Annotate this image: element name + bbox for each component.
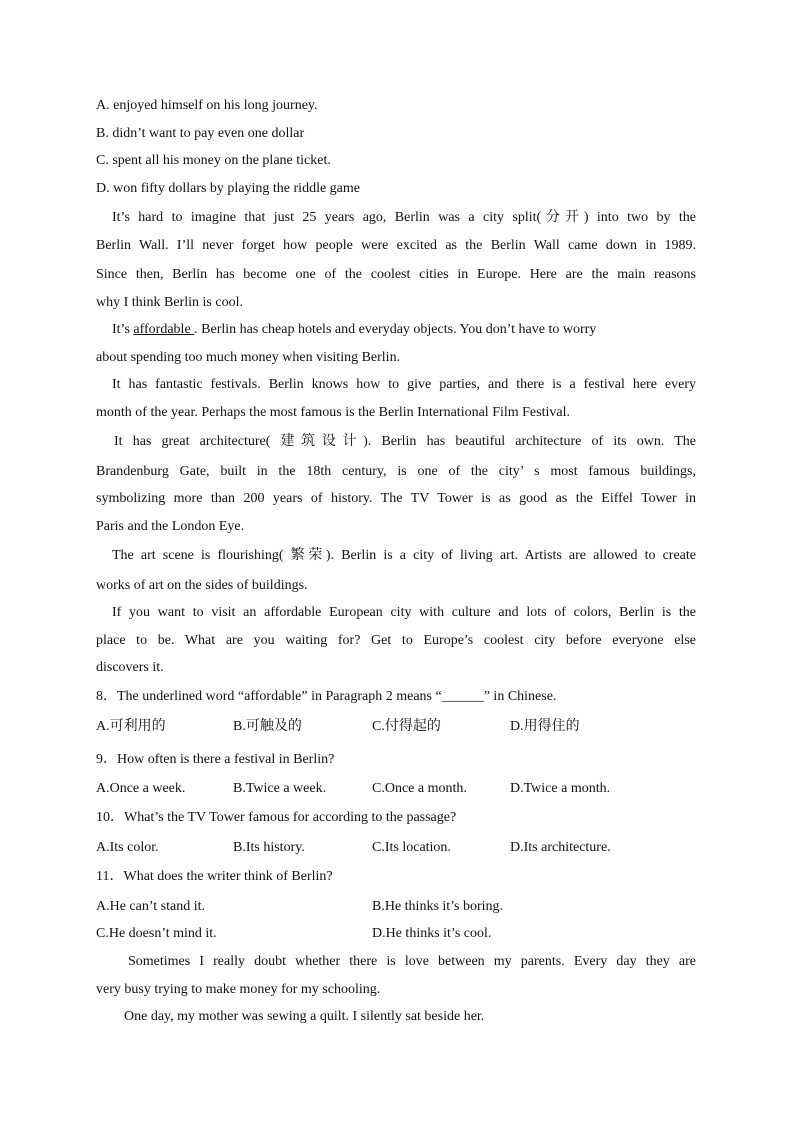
q11-option-b: B.He thinks it’s boring. [372,899,504,914]
passage-p5-line1: The art scene is flourishing( 繁荣). Berlin is a city of living art. Artists are allowed to create [112,548,696,563]
q10-option-d: D.Its architecture. [510,840,611,855]
q9-option-d: D.Twice a month. [510,781,611,796]
passage-p2-line2: about spending too much money when visiting Berlin. [96,350,401,365]
passage-p4-line1: It has great architecture( 建筑设计). Berlin has beautiful architecture of its own. The [114,434,696,449]
passage-p1-line2: Berlin Wall. I’ll never forget how people were excited as the Berlin Wall came down in 1989. [96,238,696,253]
prev-option-d: D. won fifty dollars by playing the riddle game [96,181,360,196]
q10-option-a: A.Its color. [96,840,159,855]
q8-option-d: D.用得住的 [510,719,580,734]
question-11-stem: 11．What does the writer think of Berlin? [96,869,333,884]
q10-option-c: C.Its location. [372,840,451,855]
prev-option-b: B. didn’t want to pay even one dollar [96,126,305,141]
passage-p4-line3: symbolizing more than 200 years of history. The TV Tower is as good as the Eiffel Tower in [96,491,696,506]
next-passage-p2-line1: One day, my mother was sewing a quilt. I silently sat beside her. [124,1009,485,1024]
q10-option-b: B.Its history. [233,840,305,855]
question-8-stem: 8．The underlined word “affordable” in Paragraph 2 means “______” in Chinese. [96,689,557,704]
p2-rest: . Berlin has cheap hotels and everyday objects. You don’t have to worry [194,322,597,337]
prev-option-c: C. spent all his money on the plane ticket. [96,153,331,168]
passage-p3-line1: It has fantastic festivals. Berlin knows how to give parties, and there is a festival here every [112,377,696,392]
passage-p4-line2: Brandenburg Gate, built in the 18th century, is one of the city’ s most famous buildings, [96,464,696,479]
q11-option-c: C.He doesn’t mind it. [96,926,217,941]
passage-p5-line2: works of art on the sides of buildings. [96,578,308,593]
passage-p3-line2: month of the year. Perhaps the most famous is the Berlin International Film Festival. [96,405,570,420]
passage-p4-line4: Paris and the London Eye. [96,519,245,534]
prev-option-a: A. enjoyed himself on his long journey. [96,98,318,113]
q9-option-c: C.Once a month. [372,781,467,796]
next-passage-p1-line1: Sometimes I really doubt whether there is love between my parents. Every day they are [128,954,696,969]
question-10-stem: 10．What’s the TV Tower famous for according to the passage? [96,810,457,825]
question-9-stem: 9．How often is there a festival in Berlin? [96,752,335,767]
q9-option-b: B.Twice a week. [233,781,327,796]
passage-p6-line1: If you want to visit an affordable European city with culture and lots of colors, Berlin is the [112,605,696,620]
p2-prefix: It’s [112,322,134,337]
q9-option-a: A.Once a week. [96,781,186,796]
q8-option-c: C.付得起的 [372,719,441,734]
q11-option-a: A.He can’t stand it. [96,899,205,914]
passage-p6-line3: discovers it. [96,660,164,675]
passage-p1-line4: why I think Berlin is cool. [96,295,243,310]
next-passage-p1-line2: very busy trying to make money for my schooling. [96,982,381,997]
q8-option-a: A.可利用的 [96,719,166,734]
passage-p6-line2: place to be. What are you waiting for? Get to Europe’s coolest city before everyone else [96,633,696,648]
q8-option-b: B.可触及的 [233,719,302,734]
passage-p1-line3: Since then, Berlin has become one of the coolest cities in Europe. Here are the main reasons [96,267,696,282]
underlined-word-affordable: affordable [133,322,195,337]
q11-option-d: D.He thinks it’s cool. [372,926,492,941]
passage-p2-line1 [112,321,696,339]
passage-p1-line1: It’s hard to imagine that just 25 years ago, Berlin was a city split(分开) into two by the [112,210,696,225]
